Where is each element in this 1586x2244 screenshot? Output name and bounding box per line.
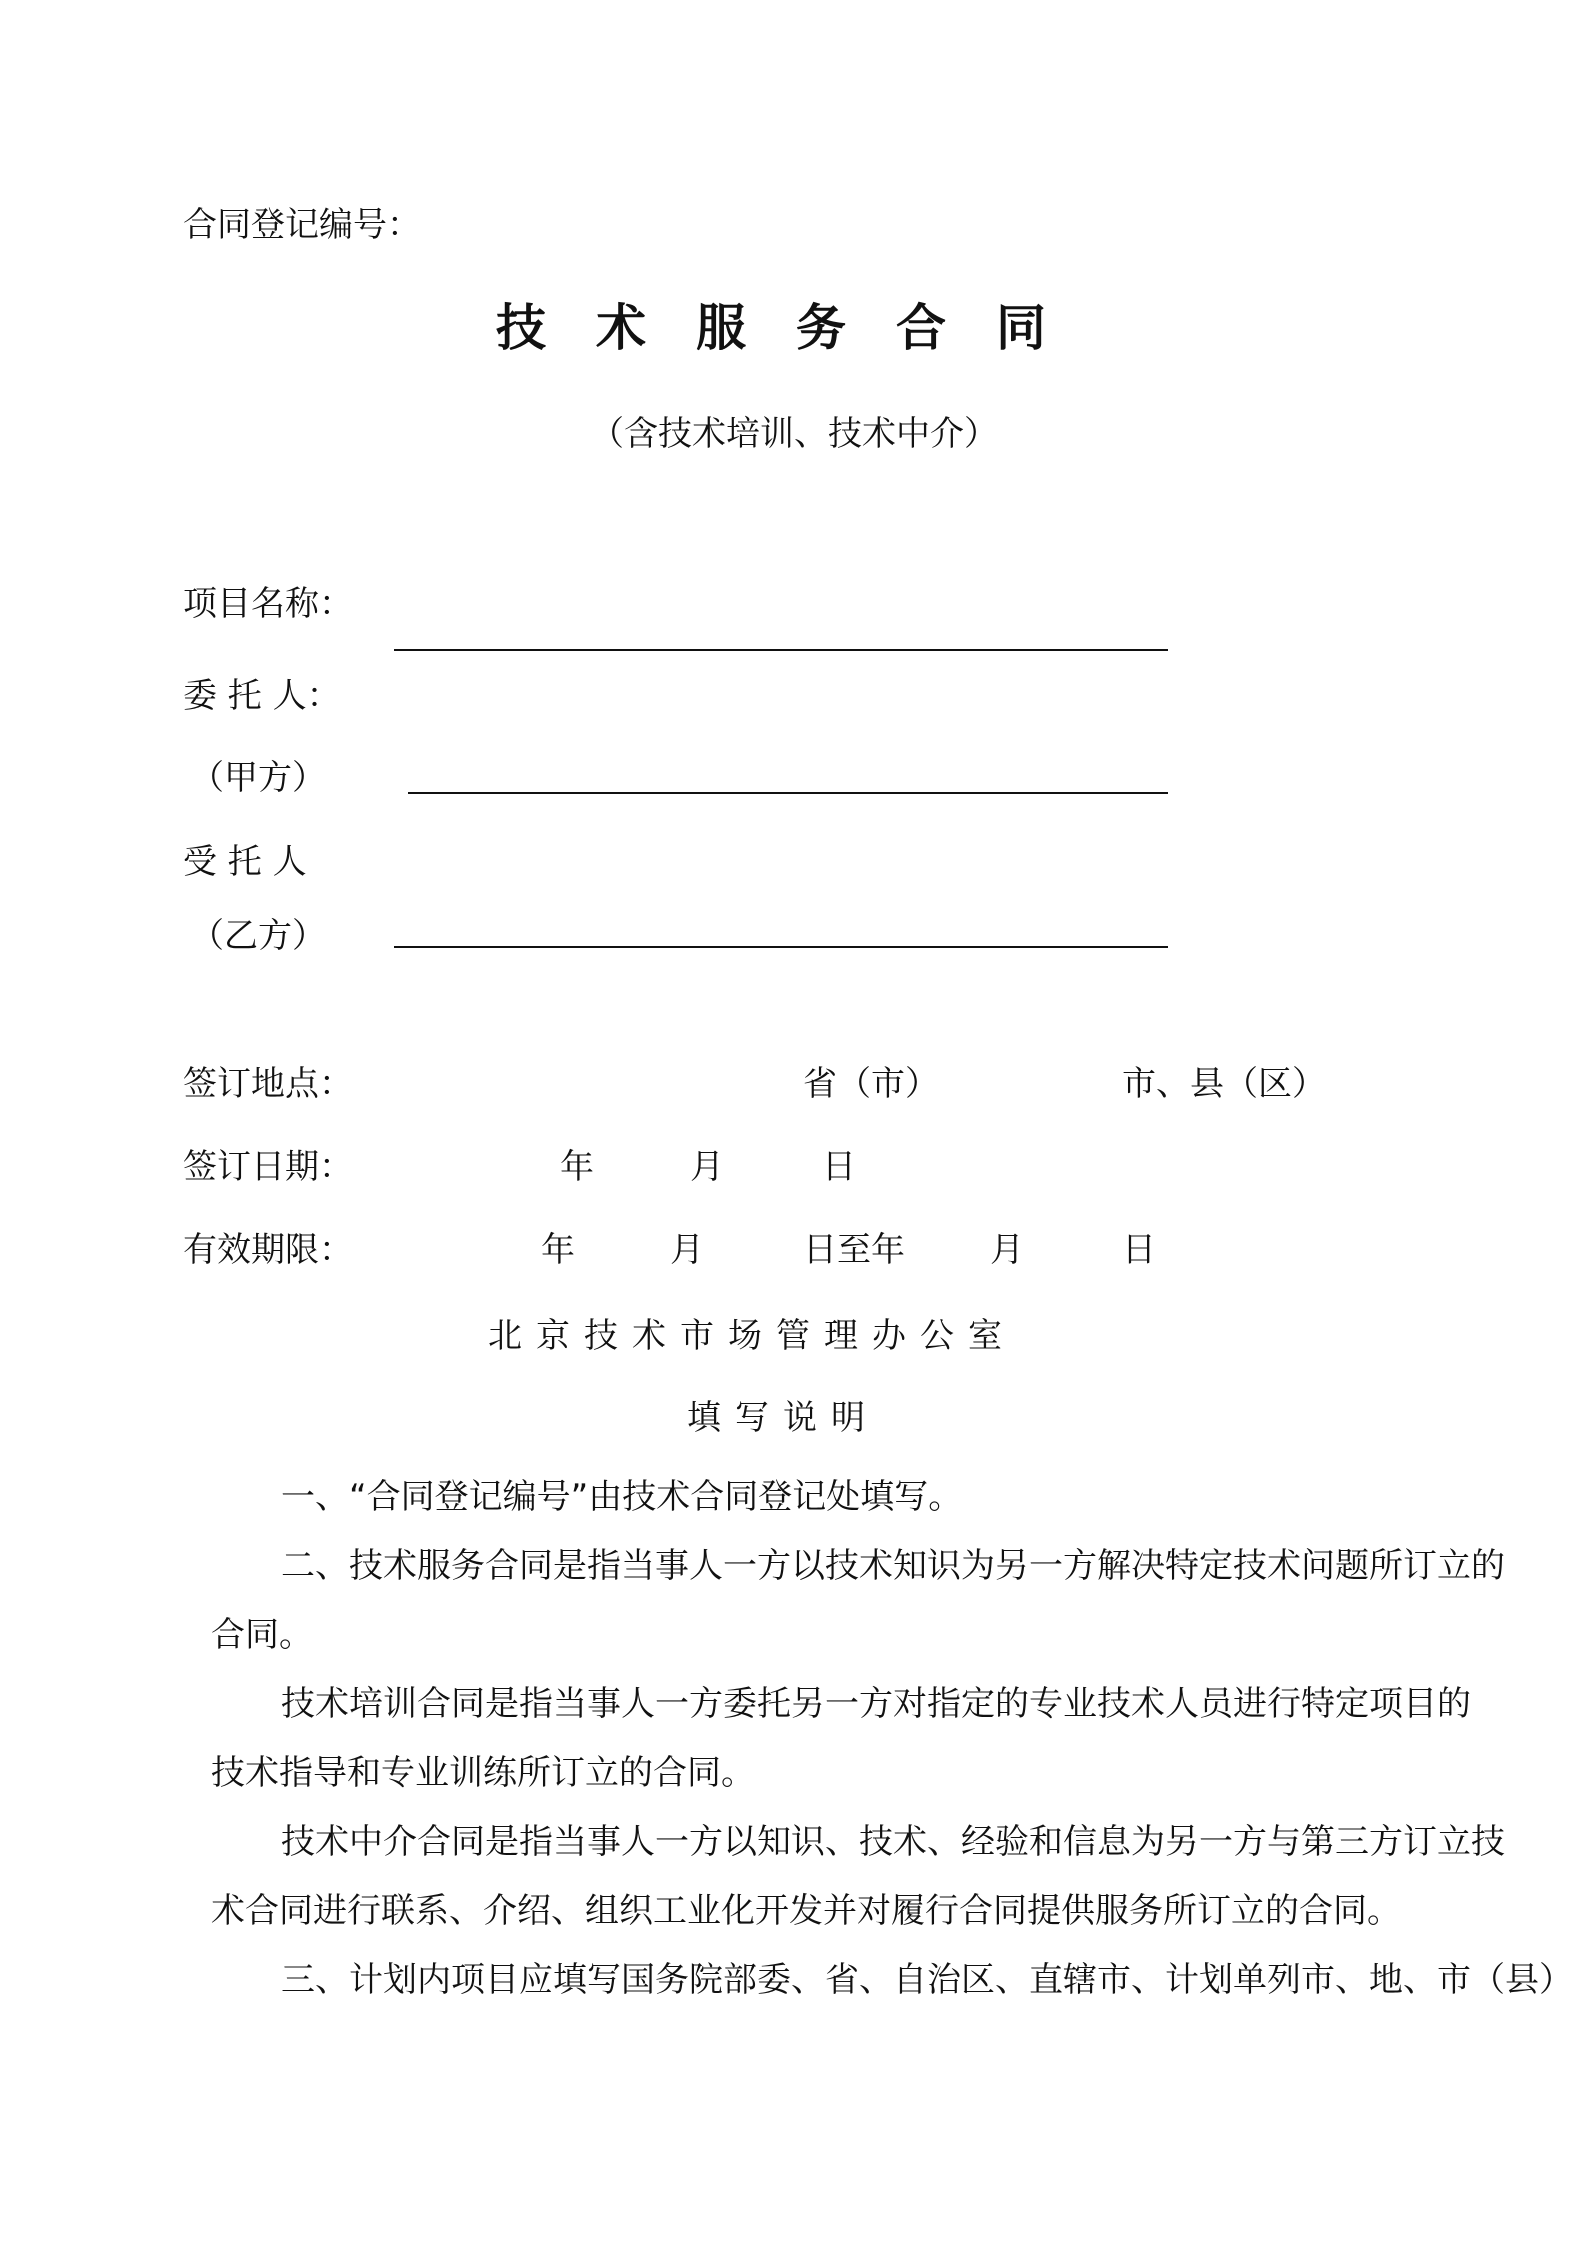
signing-date-label: 签订日期： xyxy=(183,1147,353,1187)
validity-end-day-label: 日 xyxy=(1122,1230,1156,1270)
party-b-line[interactable] xyxy=(394,946,1168,948)
document-subtitle: （含技术培训、技术中介） xyxy=(590,414,998,454)
instruction-paragraph-4-line-1: 技术中介合同是指当事人一方以知识、技术、经验和信息为另一方与第三方订立技 xyxy=(281,1822,1505,1862)
project-name-line[interactable] xyxy=(394,649,1168,651)
validity-label: 有效期限： xyxy=(183,1230,353,1270)
instruction-paragraph-3-line-2: 技术指导和专业训练所订立的合同。 xyxy=(211,1753,755,1793)
client-label: 委 托 人： xyxy=(183,676,341,716)
instruction-paragraph-4-line-2: 术合同进行联系、介绍、组织工业化开发并对履行合同提供服务所订立的合同。 xyxy=(211,1891,1401,1931)
validity-day-to-year-label: 日至年 xyxy=(803,1230,905,1270)
instruction-paragraph-1: 一、“合同登记编号”由技术合同登记处填写。 xyxy=(281,1477,963,1517)
signing-month-label: 月 xyxy=(690,1147,724,1187)
registration-number-label: 合同登记编号： xyxy=(183,205,421,245)
signing-day-label: 日 xyxy=(822,1147,856,1187)
party-a-label: （甲方） xyxy=(190,758,326,798)
validity-month-label: 月 xyxy=(670,1230,704,1270)
instruction-paragraph-3-line-1: 技术培训合同是指当事人一方委托另一方对指定的专业技术人员进行特定项目的 xyxy=(281,1684,1471,1724)
instruction-paragraph-2-line-2: 合同。 xyxy=(211,1615,313,1655)
trustee-label: 受 托 人 xyxy=(183,842,307,882)
instructions-heading: 填写说明 xyxy=(687,1398,879,1438)
signing-year-label: 年 xyxy=(560,1147,594,1187)
city-county-label: 市、县（区） xyxy=(1122,1064,1326,1104)
validity-year-label: 年 xyxy=(541,1230,575,1270)
signing-place-label: 签订地点： xyxy=(183,1064,353,1104)
document-title: 技术服务合同 xyxy=(496,299,1096,357)
instruction-paragraph-2-line-1: 二、技术服务合同是指当事人一方以技术知识为另一方解决特定技术问题所订立的 xyxy=(281,1546,1505,1586)
office-name: 北京技术市场管理办公室 xyxy=(488,1316,1016,1356)
project-name-label: 项目名称： xyxy=(183,584,353,624)
instruction-paragraph-5: 三、计划内项目应填写国务院部委、省、自治区、直辖市、计划单列市、地、市（县） xyxy=(281,1960,1573,2000)
validity-end-month-label: 月 xyxy=(990,1230,1024,1270)
province-label: 省（市） xyxy=(803,1064,939,1104)
party-b-label: （乙方） xyxy=(190,916,326,956)
party-a-line[interactable] xyxy=(408,792,1168,794)
